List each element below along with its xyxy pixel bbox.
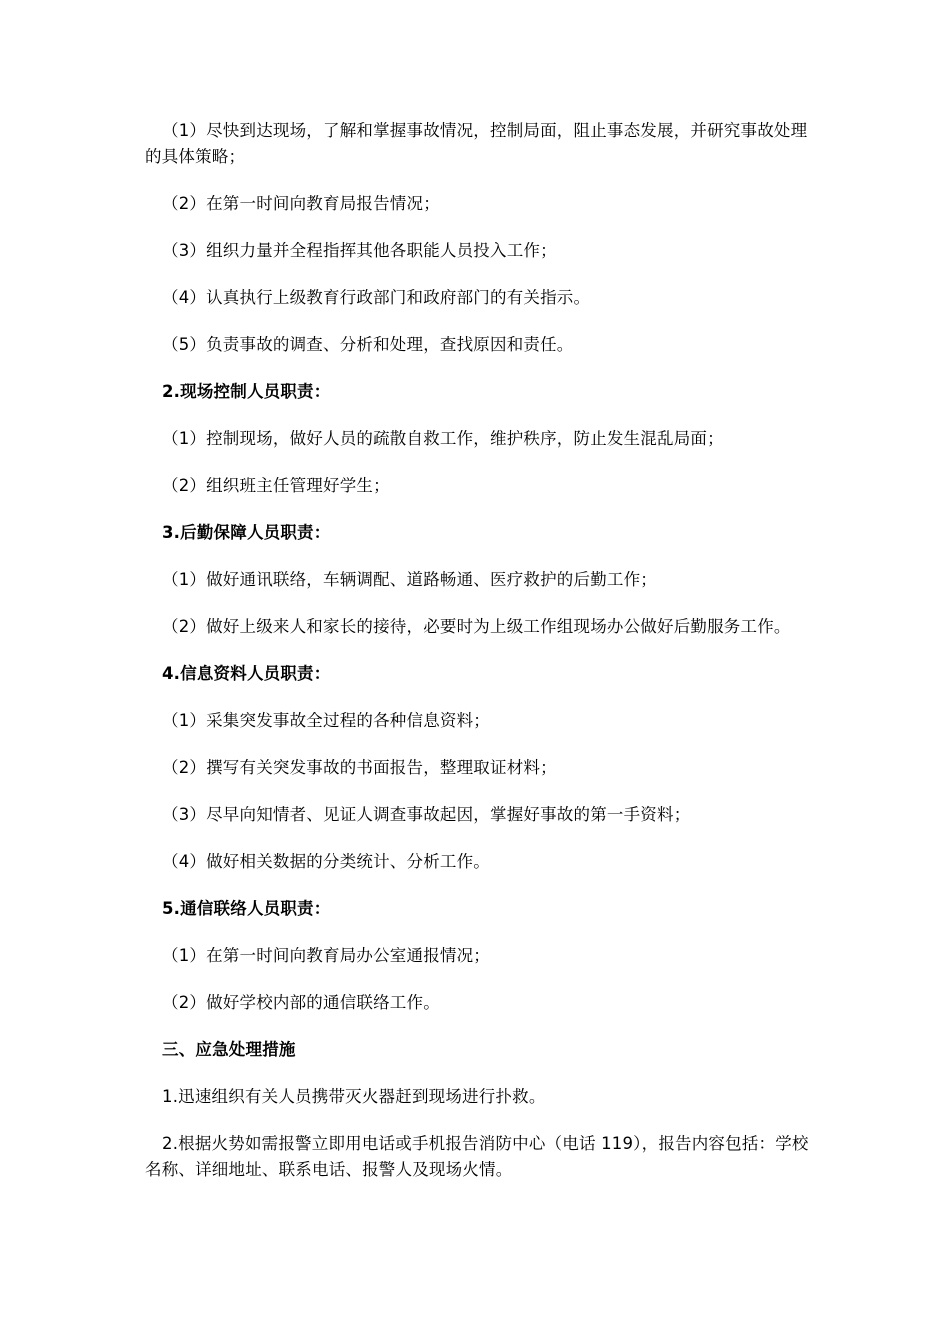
paragraph-measure-2: 2.根据火势如需报警立即用电话或手机报告消防中心（电话 119），报告内容包括：学校名称、详细地址、联系电话、报警人及现场火情。 [145,1134,809,1179]
section-heading-communication: 5.通信联络人员职责： [162,899,331,918]
paragraph-information-4: （4）做好相关数据的分类统计、分析工作。 [162,852,490,871]
paragraph-duty-1: （1）尽快到达现场，了解和掌握事故情况，控制局面，阻止事态发展，并研究事故处理的具体策略； [145,121,808,166]
paragraph-logistics-1: （1）做好通讯联络，车辆调配、道路畅通、医疗救护的后勤工作； [162,570,657,589]
paragraph-information-2: （2）撰写有关突发事故的书面报告，整理取证材料； [162,758,557,777]
paragraph-communication-1: （1）在第一时间向教育局办公室通报情况； [162,946,490,965]
section-heading-logistics: 3.后勤保障人员职责： [162,523,331,542]
document-body [145,118,809,1204]
paragraph-duty-4: （4）认真执行上级教育行政部门和政府部门的有关指示。 [162,288,591,307]
paragraph-duty-2: （2）在第一时间向教育局报告情况； [162,194,440,213]
paragraph-information-3: （3）尽早向知情者、见证人调查事故起因，掌握好事故的第一手资料； [162,805,691,824]
paragraph-site-control-1: （1）控制现场，做好人员的疏散自救工作，维护秩序，防止发生混乱局面； [162,429,724,448]
paragraph-duty-5: （5）负责事故的调查、分析和处理，查找原因和责任。 [162,335,574,354]
section-heading-emergency-measures: 三、应急处理措施 [162,1040,296,1059]
paragraph-communication-2: （2）做好学校内部的通信联络工作。 [162,993,440,1012]
paragraph-duty-3: （3）组织力量并全程指挥其他各职能人员投入工作； [162,241,557,260]
paragraph-logistics-2: （2）做好上级来人和家长的接待，必要时为上级工作组现场办公做好后勤服务工作。 [162,617,791,636]
section-heading-information: 4.信息资料人员职责： [162,664,331,683]
paragraph-site-control-2: （2）组织班主任管理好学生； [162,476,390,495]
section-heading-site-control: 2.现场控制人员职责： [162,382,331,401]
paragraph-measure-1: 1.迅速组织有关人员携带灭火器赶到现场进行扑救。 [162,1087,546,1106]
paragraph-information-1: （1）采集突发事故全过程的各种信息资料； [162,711,490,730]
